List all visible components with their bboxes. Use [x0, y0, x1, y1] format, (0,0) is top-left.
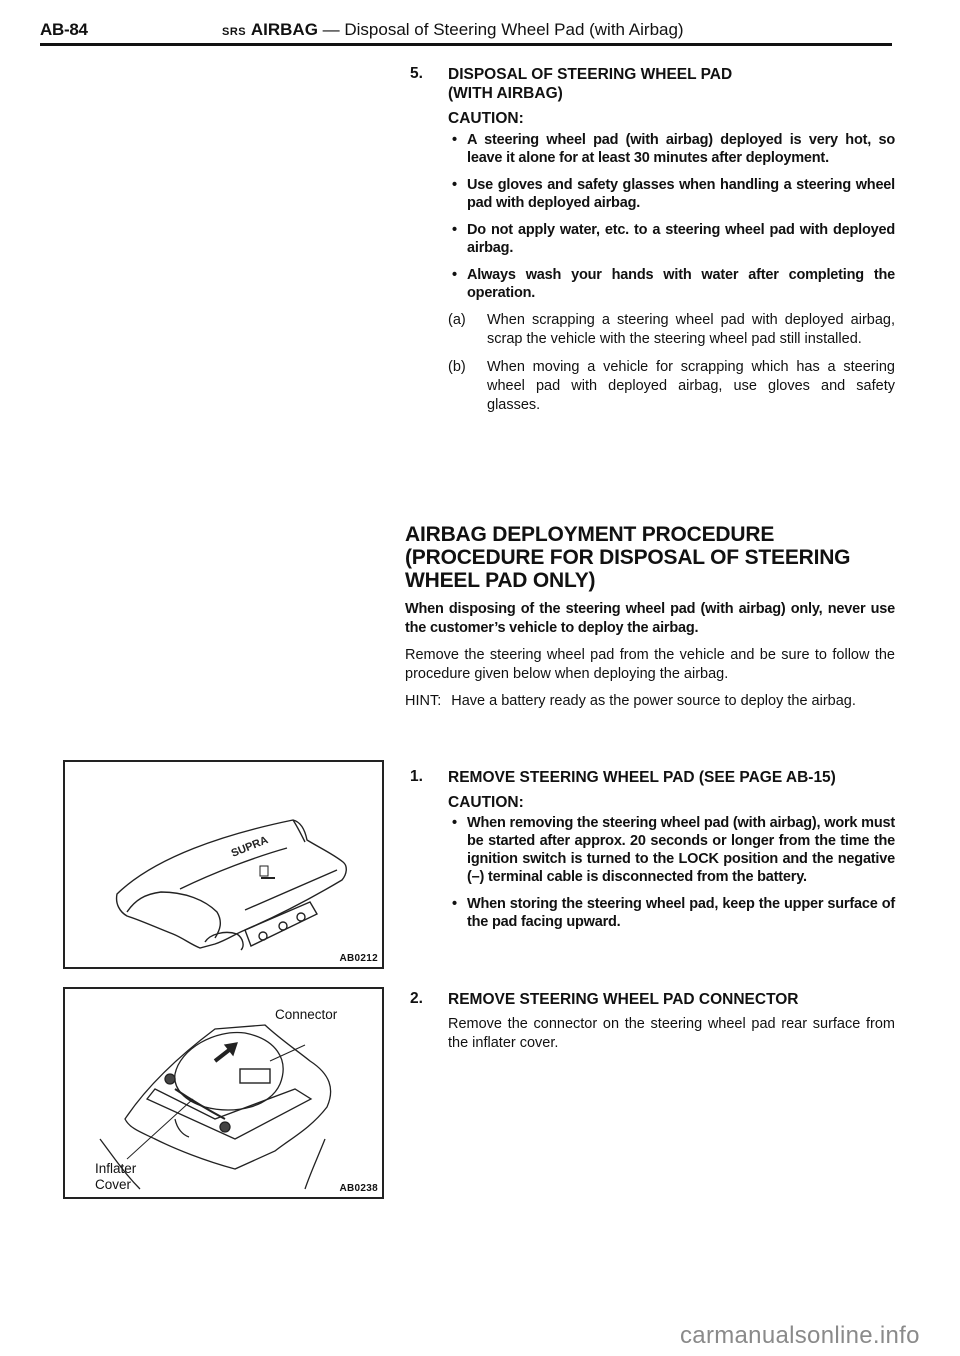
title-separator: —: [317, 20, 345, 39]
sub-step-label: (b): [448, 359, 466, 375]
caution-item: [452, 176, 895, 212]
sub-step-b: [448, 358, 895, 415]
step-heading-line2: (WITH AIRBAG): [448, 85, 563, 102]
sub-steps: [448, 311, 895, 415]
caution-item: [452, 266, 895, 302]
bullet-icon: •: [452, 222, 457, 238]
sub-step-text: When scrapping a steering wheel pad with deployed airbag, scrap the vehicle with the steering wheel pad still installed.: [487, 312, 895, 347]
section-name: AIRBAG: [250, 20, 318, 39]
caution-label: CAUTION:: [448, 794, 524, 811]
caution-text: Use gloves and safety glasses when handling a steering wheel pad with deployed airbag.: [467, 177, 895, 211]
figure-steering-wheel-pad: [63, 760, 384, 969]
page-header: [40, 20, 892, 46]
svg-text:SUPRA: SUPRA: [229, 834, 270, 860]
step-heading: REMOVE STEERING WHEEL PAD (SEE PAGE AB-15): [448, 769, 836, 786]
section-body: [405, 600, 895, 720]
section-heading: [405, 523, 905, 592]
sub-step-text: When moving a vehicle for scrapping which has a steering wheel pad with deployed airbag, use gloves and safety glasses.: [487, 359, 895, 413]
emblem: [230, 834, 270, 860]
hint-text: Have a battery ready as the power source to deploy the airbag.: [451, 693, 856, 709]
bullet-icon: •: [452, 896, 457, 912]
step-number: 5.: [410, 65, 423, 82]
intro-paragraph: Remove the steering wheel pad from the vehicle and be sure to follow the procedure given below when deploying the airbag.: [405, 647, 895, 682]
sub-step-label: (a): [448, 312, 466, 328]
step-text: Remove the connector on the steering wheel pad rear surface from the inflater cover.: [448, 1016, 895, 1051]
page-number: AB-84: [40, 20, 88, 39]
step-5-disposal: [405, 65, 895, 424]
step-heading-line1: DISPOSAL OF STEERING WHEEL PAD: [448, 66, 733, 83]
bullet-icon: •: [452, 132, 457, 148]
section-heading-line3: WHEEL PAD ONLY): [405, 569, 596, 592]
caution-label: CAUTION:: [448, 110, 524, 127]
hint-label: HINT:: [405, 693, 442, 709]
caution-list: [452, 814, 895, 931]
caution-text: When removing the steering wheel pad (with airbag), work must be started after approx. 20 seconds or longer from the time the ignition switch is turned to the LOCK position and the negative (–) terminal cable is disconnected from the battery.: [467, 815, 895, 885]
bullet-icon: •: [452, 177, 457, 193]
inflater-label-line2: Cover: [95, 1177, 132, 1192]
caution-item: [452, 814, 895, 886]
figure-connector: [63, 987, 384, 1199]
figure-code: AB0212: [339, 953, 378, 964]
steering-wheel-pad-illustration: [65, 762, 382, 967]
caution-text: When storing the steering wheel pad, keep the upper surface of the pad facing upward.: [467, 896, 895, 930]
step-number: 2.: [410, 990, 423, 1007]
step-2-remove-connector: [405, 990, 895, 1053]
hint-paragraph: [405, 692, 895, 711]
srs-prefix: SRS: [222, 26, 247, 38]
watermark: carmanualsonline.info: [680, 1322, 920, 1349]
step-heading: REMOVE STEERING WHEEL PAD CONNECTOR: [448, 991, 799, 1008]
section-heading-line1: AIRBAG DEPLOYMENT PROCEDURE: [405, 523, 775, 546]
caution-list: [452, 131, 895, 302]
section-heading-line2: (PROCEDURE FOR DISPOSAL OF STEERING: [405, 546, 851, 569]
connector-label: Connector: [275, 1007, 338, 1022]
caution-item: [452, 895, 895, 931]
sub-step-a: [448, 311, 895, 349]
caution-text: Always wash your hands with water after completing the operation.: [467, 267, 895, 301]
page-title: [222, 20, 684, 40]
step-heading: [448, 65, 895, 103]
bullet-icon: •: [452, 815, 457, 831]
step-number: 1.: [410, 768, 423, 785]
inflater-cover-label: [95, 1161, 136, 1193]
caution-text: Do not apply water, etc. to a steering wheel pad with deployed airbag.: [467, 222, 895, 256]
inflater-label-line1: Inflater: [95, 1161, 137, 1176]
title-text: Disposal of Steering Wheel Pad (with Airbag): [344, 20, 684, 39]
header-rule: [40, 43, 892, 46]
figure-code: AB0238: [339, 1183, 378, 1194]
warning-paragraph: When disposing of the steering wheel pad (with airbag) only, never use the customer’s vehicle to deploy the airbag.: [405, 601, 895, 636]
step-1-remove-pad: [405, 768, 895, 940]
caution-item: [452, 221, 895, 257]
caution-text: A steering wheel pad (with airbag) deployed is very hot, so leave it alone for at least 30 minutes after deployment.: [467, 132, 895, 166]
caution-item: [452, 131, 895, 167]
bullet-icon: •: [452, 267, 457, 283]
